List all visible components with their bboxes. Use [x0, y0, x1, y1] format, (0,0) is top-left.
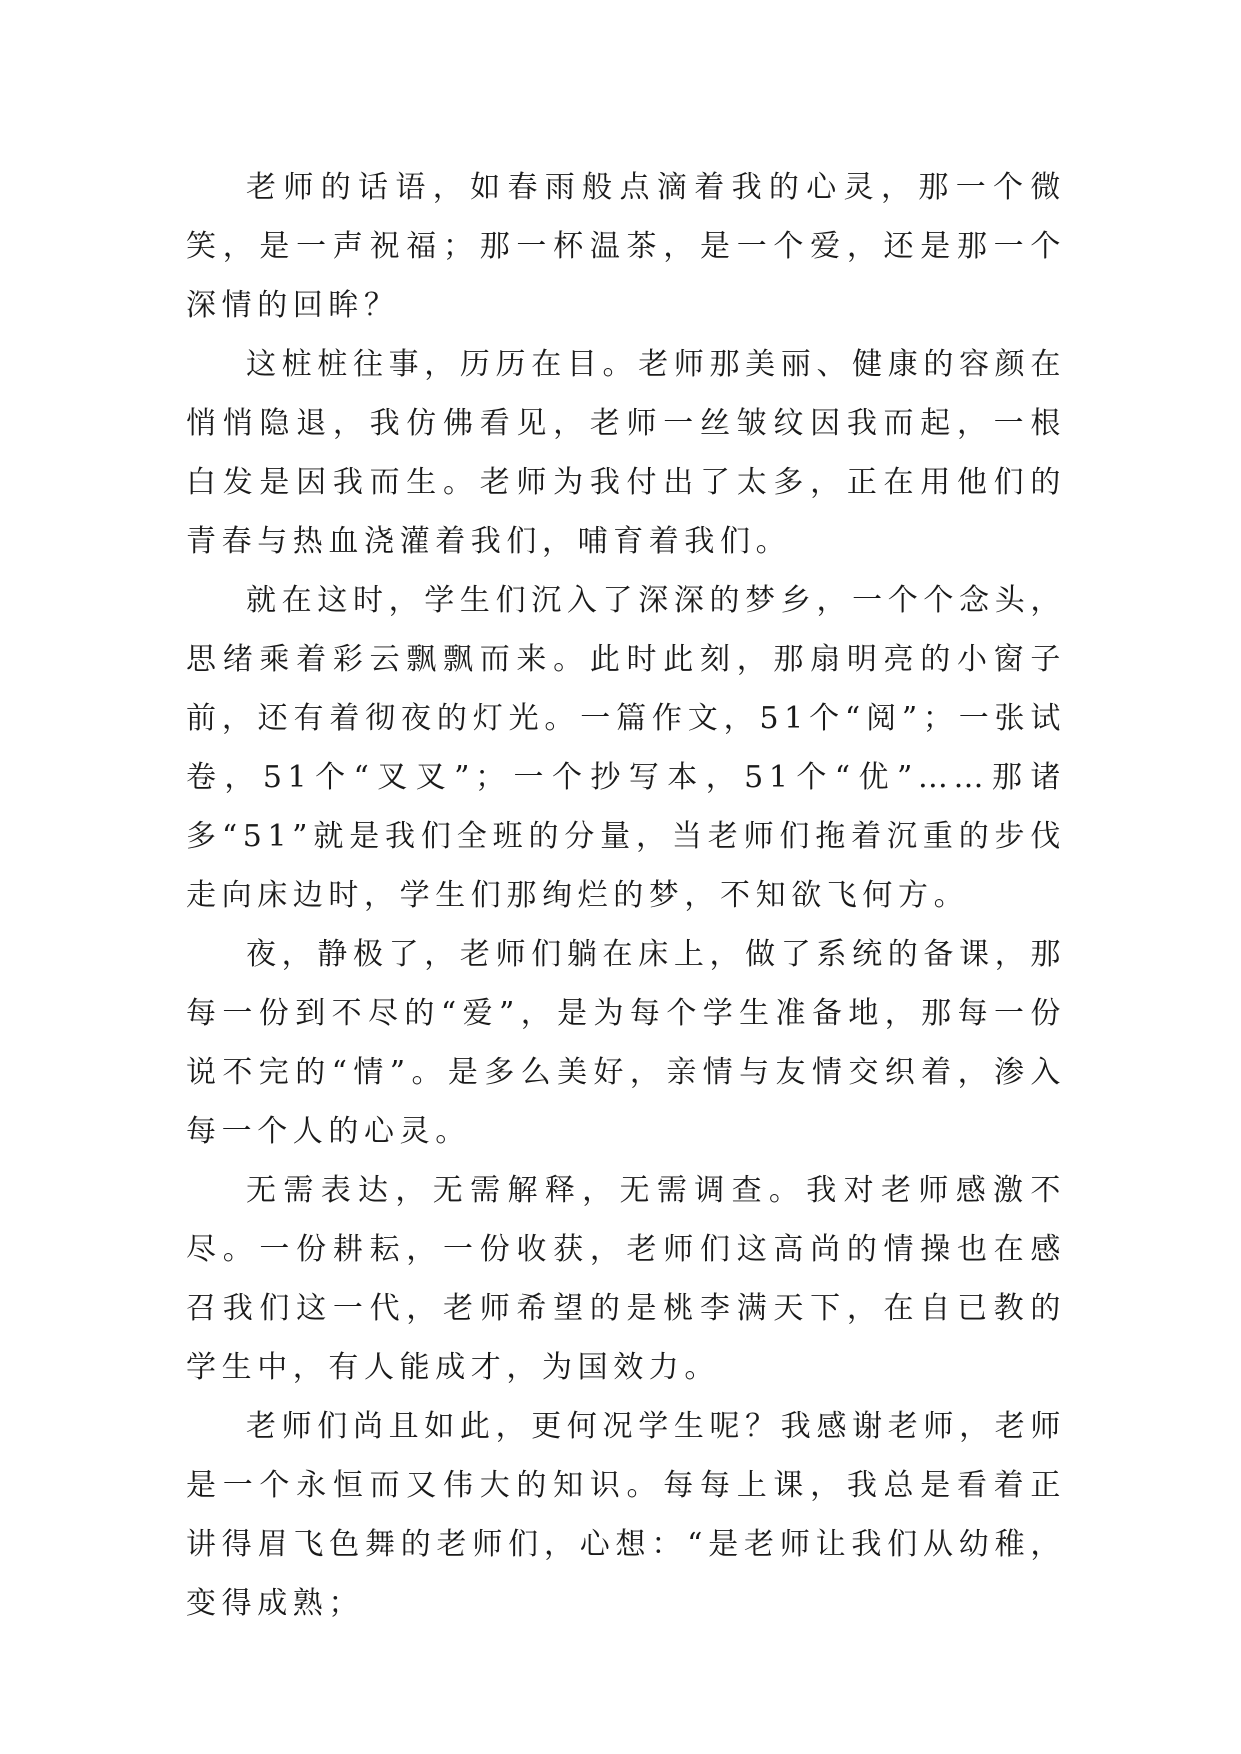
document-body: [186, 158, 1066, 1633]
paragraph-1: 老师的话语，如春雨般点滴着我的心灵，那一个微笑，是一声祝福；那一杯温茶，是一个爱，还是那一个深情的回眸？: [186, 170, 1066, 323]
paragraph-2: 这桩桩往事，历历在目。老师那美丽、健康的容颜在悄悄隐退，我仿佛看见，老师一丝皱纹因我而起，一根白发是因我而生。老师为我付出了太多，正在用他们的青春与热血浇灌着我们，哺育着我们。: [186, 347, 1066, 559]
paragraph-6: 老师们尚且如此，更何况学生呢？我感谢老师，老师是一个永恒而又伟大的知识。每每上课，我总是看着正讲得眉飞色舞的老师们，心想：“是老师让我们从幼稚，变得成熟；: [186, 1409, 1066, 1621]
paragraph-4: 夜，静极了，老师们躺在床上，做了系统的备课，那每一份到不尽的“爱”，是为每个学生准备地，那每一份说不完的“情”。是多么美好，亲情与友情交织着，渗入每一个人的心灵。: [186, 937, 1066, 1149]
paragraph-3: 就在这时，学生们沉入了深深的梦乡，一个个念头，思绪乘着彩云飘飘而来。此时此刻，那扇明亮的小窗子前，还有着彻夜的灯光。一篇作文，51个“阅”；一张试卷，51个“叉叉”；一个抄写本，51个“优”……那诸多“51”就是我们全班的分量，当老师们拖着沉重的步伐走向床边时，学生们那绚烂的梦，不知欲飞何方。: [186, 583, 1066, 913]
paragraph-5: 无需表达，无需解释，无需调查。我对老师感激不尽。一份耕耘，一份收获，老师们这高尚的情操也在感召我们这一代，老师希望的是桃李满天下，在自已教的学生中，有人能成才，为国效力。: [186, 1173, 1066, 1385]
